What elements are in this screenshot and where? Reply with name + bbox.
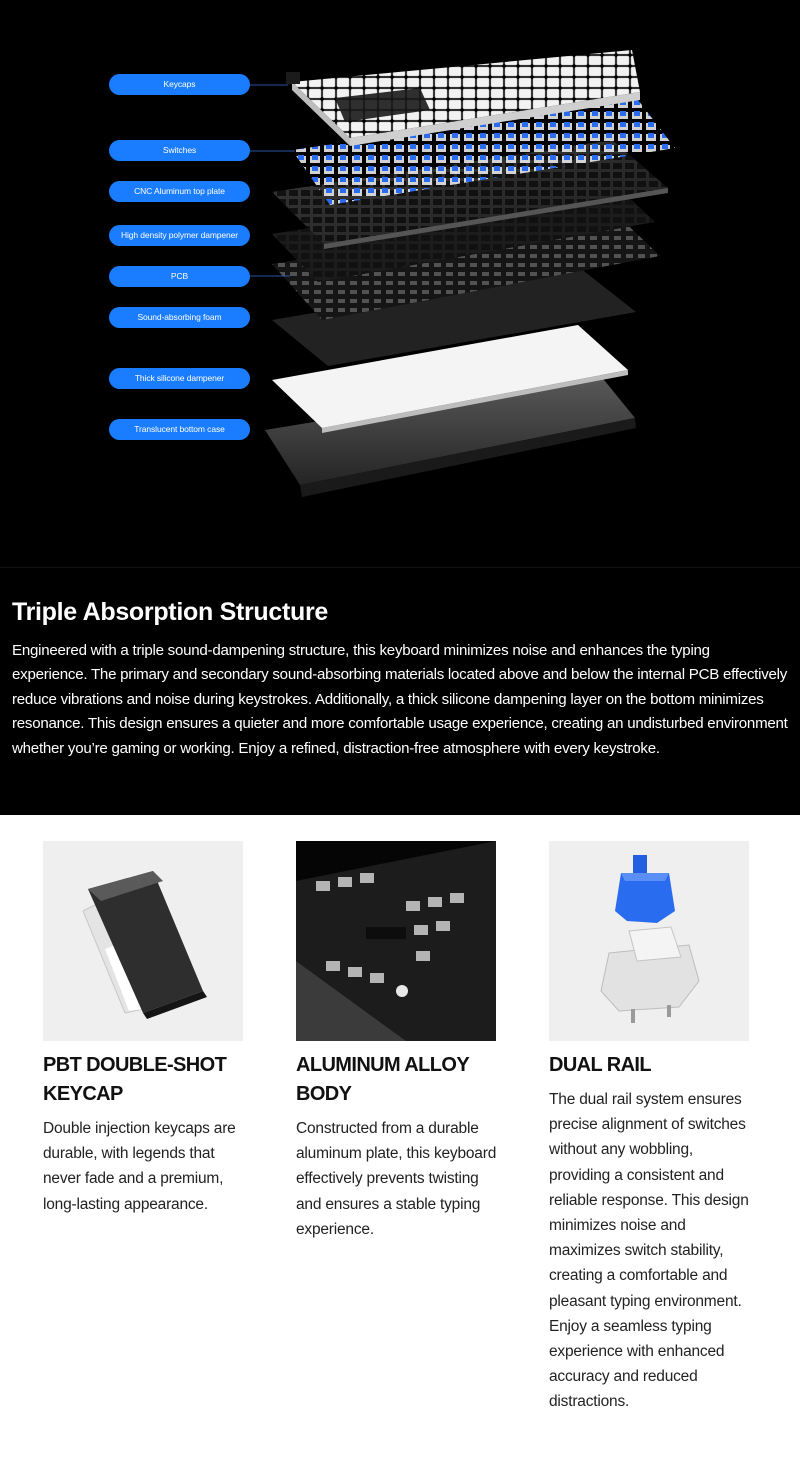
layer-label-top-plate: CNC Aluminum top plate [109,181,250,202]
feature-body: The dual rail system ensures precise alignment of switches without any wobbling, providing a consistent and reliable response. This design minimizes noise and maximizes switch stability, creating a comfortable and pleasant typing environment. Enjoy a seamless typing experience with enhanced accuracy and reduced distractions. [549,1091,749,1411]
layer-label-bottom-case: Translucent bottom case [109,419,250,440]
layer-label-pcb: PCB [109,266,250,287]
feature-aluminum [296,841,498,1242]
intro-section [0,567,800,815]
feature-title: PBT DOUBLE-SHOT KEYCAP [43,1054,227,1105]
switch-image [549,841,749,1041]
keycap-image [43,841,243,1041]
feature-keycap [43,841,245,1217]
mechanical-switch-icon [549,841,749,1041]
layer-label-polymer: High density polymer dampener [109,225,250,246]
feature-body: Constructed from a durable aluminum plate, this keyboard effectively prevents twisting and ensures a stable typing experience. [296,1120,497,1238]
feature-body: Double injection keycaps are durable, with legends that never fade and a premium, long-lasting appearance. [43,1120,236,1213]
layer-label-foam: Sound-absorbing foam [109,307,250,328]
feature-dual-rail [549,841,751,1415]
feature-title: DUAL RAIL [549,1054,652,1076]
features-section [0,815,800,1459]
layer-label-silicone: Thick silicone dampener [109,368,250,389]
keycap-icon [43,841,243,1041]
feature-title: ALUMINUM ALLOY BODY [296,1054,469,1105]
layer-label-switches: Switches [109,140,250,161]
section-title: Triple Absorption Structure [12,598,328,626]
layer-label-keycaps: Keycaps [109,74,250,95]
aluminum-body-image [296,841,496,1041]
exploded-view-section [0,0,800,567]
aluminum-plate-icon [296,841,496,1041]
section-body: Engineered with a triple sound-dampening structure, this keyboard minimizes noise and enhances the typing experience. The primary and secondary sound-absorbing materials located above and below the internal PCB effectively reduce vibrations and noise during keystrokes. Additionally, a thick silicone dampening layer on the bottom minimizes resonance. This design ensures a quieter and more comfortable usage experience, creating an undisturbed environment whether you’re gaming or working. Enjoy a refined, distraction-free atmosphere with every keystroke. [12,642,788,757]
